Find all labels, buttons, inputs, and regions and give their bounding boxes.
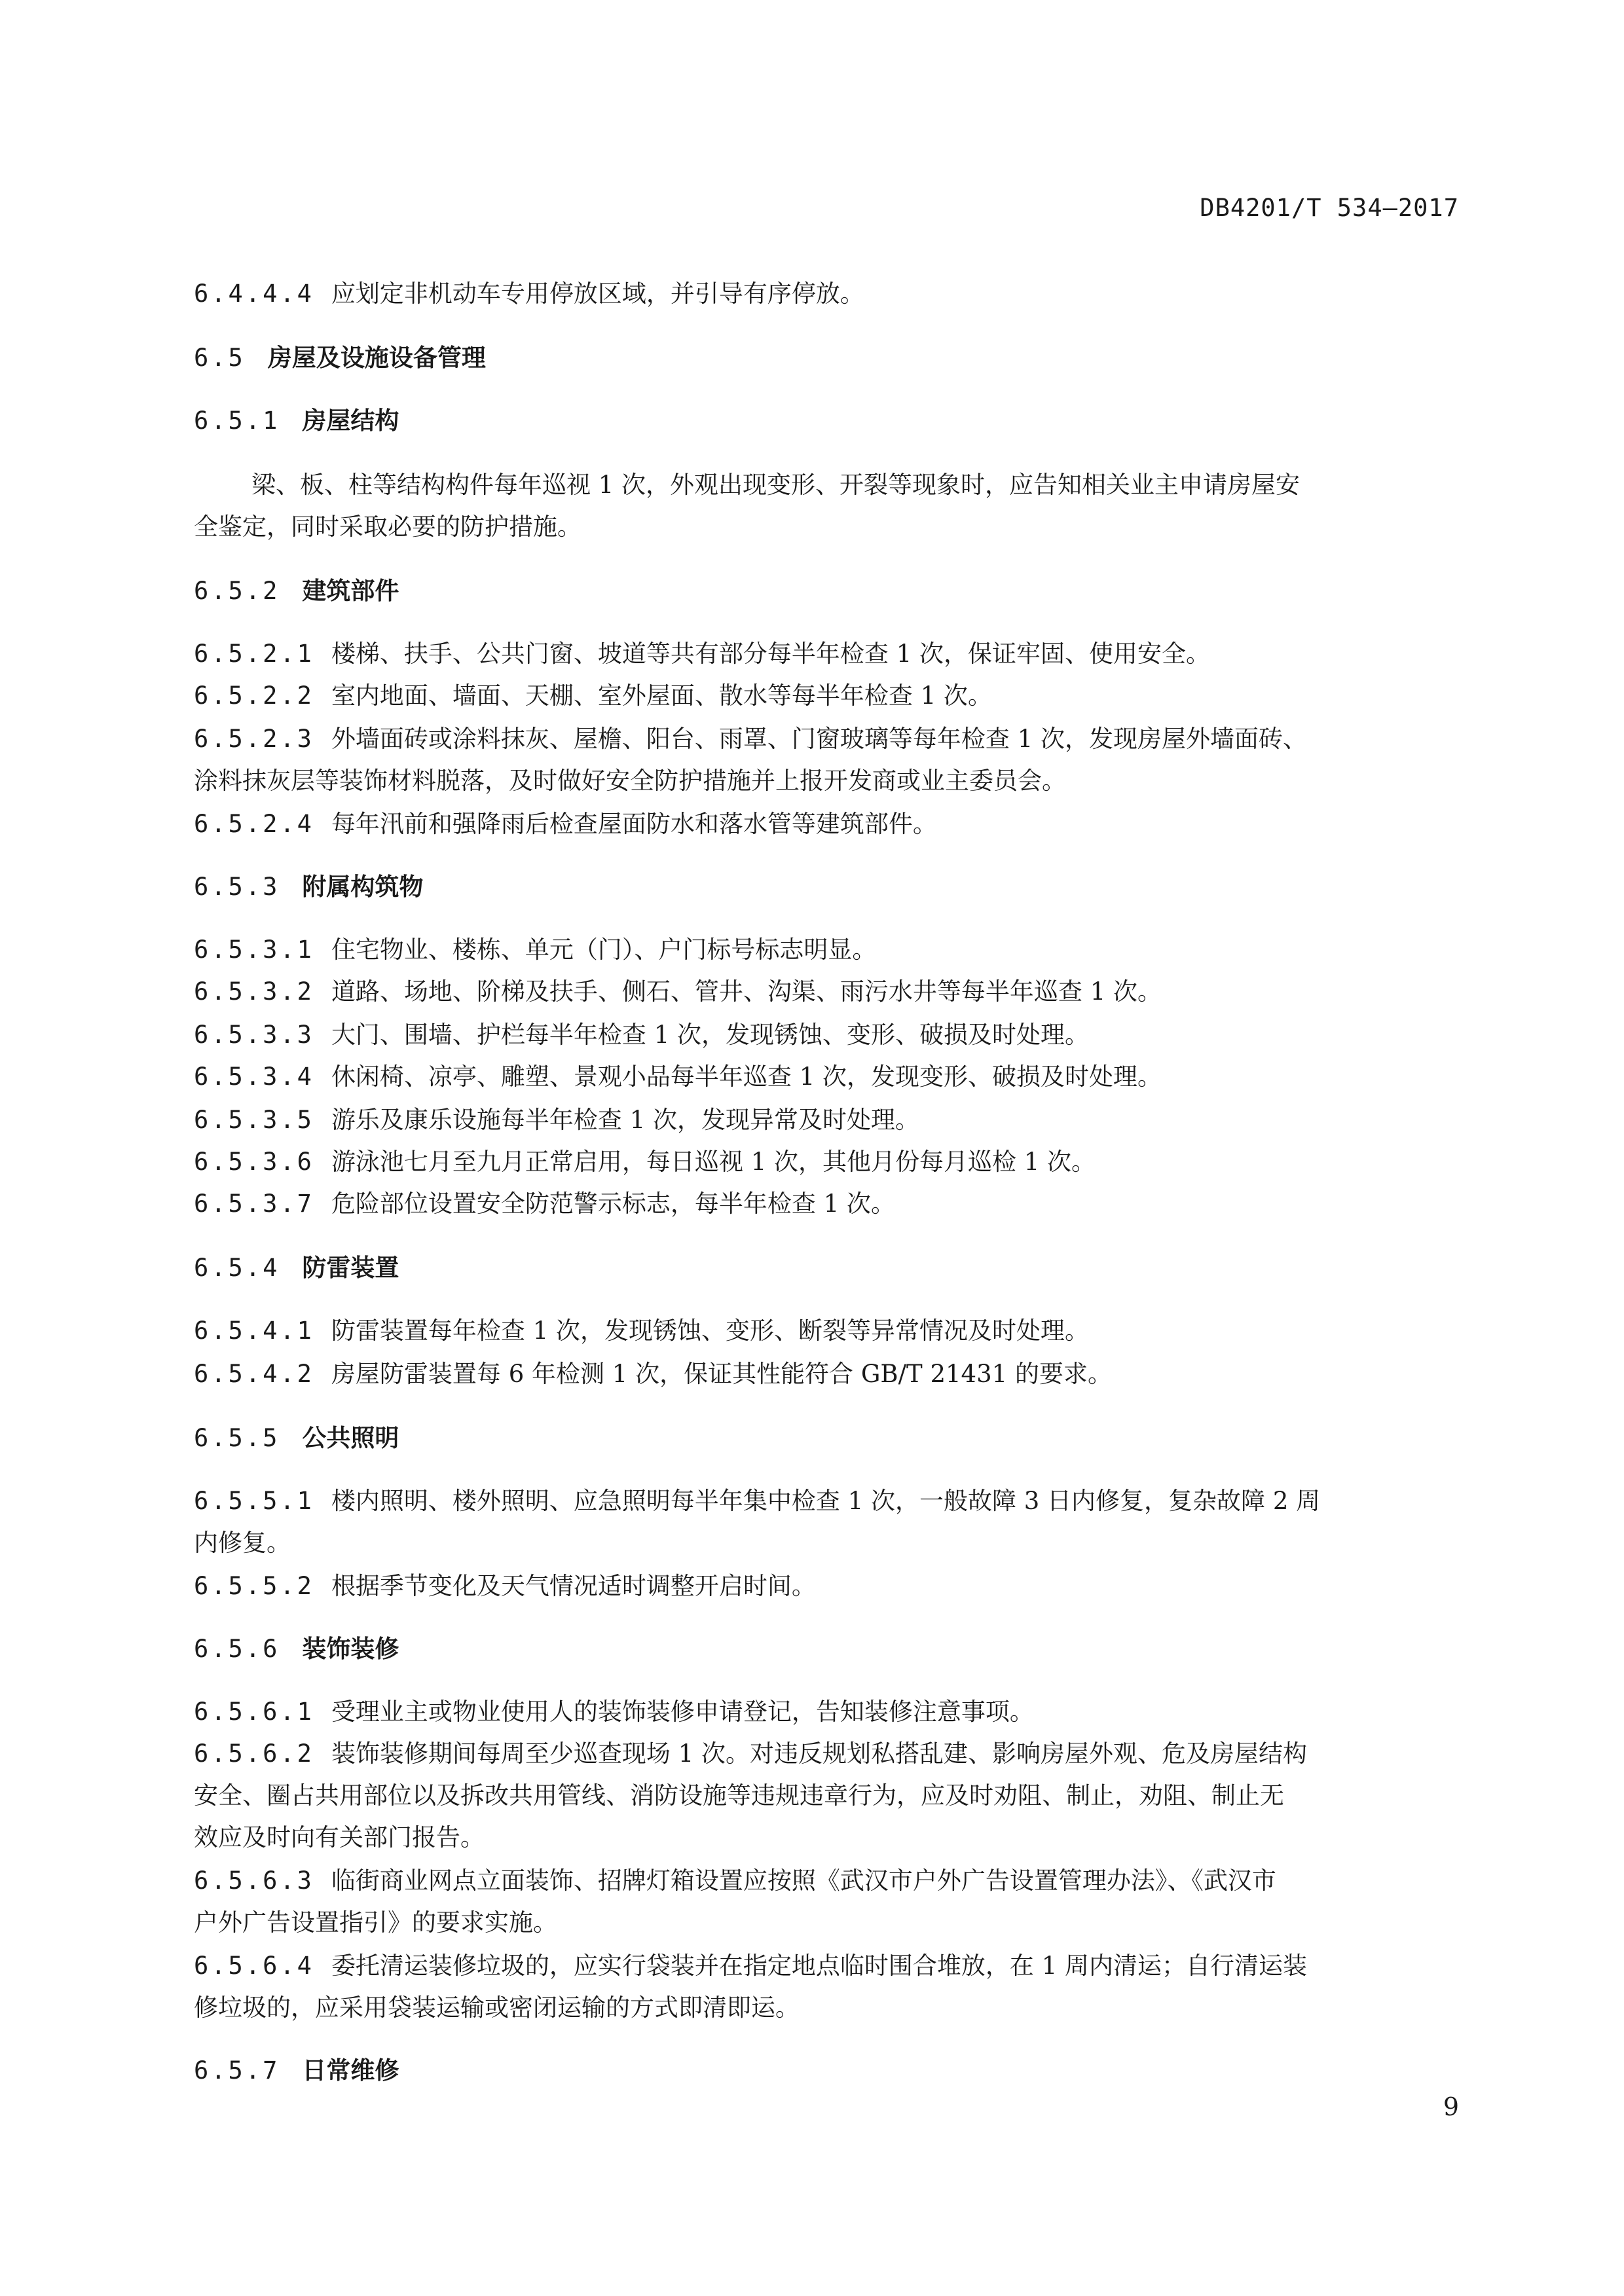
clause-number: 6.5 <box>194 344 246 372</box>
clause-number: 6.5.2.4 <box>194 810 314 838</box>
clause-text: 外墙面砖或涂料抹灰、屋檐、阳台、雨罩、门窗玻璃等每年检查 1 次，发现房屋外墙面砖、 <box>331 725 1307 753</box>
clause-number: 6.5.5 <box>194 1424 280 1452</box>
clause-number: 6.5.6.3 <box>194 1867 314 1895</box>
clause-number: 6.5.7 <box>194 2056 280 2085</box>
clause-item <box>194 1481 1320 1516</box>
heading-text: 防雷装置 <box>302 1254 399 1282</box>
paragraph-line: 梁、板、柱等结构构件每年巡视 1 次，外观出现变形、开裂等现象时，应告知相关业主申请房屋安 <box>251 471 1301 499</box>
clause-number: 6.5.3.1 <box>194 936 314 964</box>
clause-text: 受理业主或物业使用人的装饰装修申请登记，告知装修注意事项。 <box>331 1698 1034 1726</box>
clause-item <box>194 274 864 309</box>
clause-number: 6.5.3.6 <box>194 1148 314 1176</box>
clause-item <box>194 1354 1112 1389</box>
clause-text: 装饰装修期间每周至少巡查现场 1 次。对违反规划私搭乱建、影响房屋外观、危及房屋结构 <box>331 1740 1307 1768</box>
clause-item <box>194 1100 919 1135</box>
continuation-line: 修垃圾的，应采用袋装运输或密闭运输的方式即清即运。 <box>194 1994 800 2022</box>
clause-text: 楼内照明、楼外照明、应急照明每半年集中检查 1 次，一般故障 3 日内修复，复杂故障 2 周 <box>331 1487 1321 1515</box>
clause-number: 6.5.3.2 <box>194 977 314 1006</box>
clause-number: 6.5.6 <box>194 1635 280 1663</box>
heading-text: 房屋结构 <box>302 407 399 435</box>
clause-item <box>194 930 876 965</box>
section-heading <box>194 2050 399 2086</box>
clause-number: 6.5.3 <box>194 873 280 901</box>
clause-text: 休闲椅、凉亭、雕塑、景观小品每半年巡查 1 次，发现变形、破损及时处理。 <box>331 1063 1162 1091</box>
clause-item <box>194 1015 1089 1050</box>
clause-number: 6.5.5.1 <box>194 1487 314 1515</box>
clause-item <box>194 1861 1276 1896</box>
clause-number: 6.5.3.3 <box>194 1021 314 1049</box>
clause-item <box>194 1734 1307 1769</box>
section-heading <box>194 1248 399 1283</box>
page-number: 9 <box>1443 2092 1459 2121</box>
clause-item <box>194 804 937 839</box>
clause-item <box>194 1566 816 1601</box>
section-heading <box>194 1418 399 1453</box>
clause-text: 每年汛前和强降雨后检查屋面防水和落水管等建筑部件。 <box>331 810 937 838</box>
clause-item <box>194 1057 1162 1092</box>
clause-text: 住宅物业、楼栋、单元（门）、户门标号标志明显。 <box>331 936 877 964</box>
clause-text: 楼梯、扶手、公共门窗、坡道等共有部分每半年检查 1 次，保证牢固、使用安全。 <box>331 640 1210 668</box>
clause-item <box>194 1692 1034 1727</box>
continuation-line: 效应及时向有关部门报告。 <box>194 1823 485 1851</box>
clause-text: 委托清运装修垃圾的，应实行袋装并在指定地点临时围合堆放，在 1 周内清运；自行清运装 <box>331 1952 1307 1980</box>
clause-number: 6.5.3.4 <box>194 1063 314 1091</box>
clause-text: 游乐及康乐设施每半年检查 1 次，发现异常及时处理。 <box>331 1106 919 1134</box>
heading-text: 房屋及设施设备管理 <box>267 344 486 372</box>
clause-number: 6.4.4.4 <box>194 280 314 308</box>
heading-text: 建筑部件 <box>302 577 399 605</box>
clause-text: 临街商业网点立面装饰、招牌灯箱设置应按照《武汉市户外广告设置管理办法》、《武汉市 <box>331 1867 1276 1895</box>
clause-text: 游泳池七月至九月正常启用，每日巡视 1 次，其他月份每月巡检 1 次。 <box>331 1148 1096 1176</box>
continuation-line: 全鉴定，同时采取必要的防护措施。 <box>194 513 581 541</box>
document-code: DB4201/T 534—2017 <box>1200 194 1459 222</box>
section-heading <box>194 401 399 436</box>
clause-item <box>194 1946 1307 1981</box>
clause-number: 6.5.4.1 <box>194 1317 314 1345</box>
continuation-line: 涂料抹灰层等装饰材料脱落，及时做好安全防护措施并上报开发商或业主委员会。 <box>194 767 1066 795</box>
section-heading <box>194 338 486 373</box>
clause-item <box>194 1311 1089 1346</box>
clause-item <box>194 1142 1096 1177</box>
continuation-line: 内修复。 <box>194 1529 291 1557</box>
clause-item <box>194 719 1307 754</box>
clause-item <box>194 972 1162 1007</box>
continuation-line: 户外广告设置指引》的要求实施。 <box>194 1908 557 1937</box>
section-heading <box>194 1629 399 1664</box>
clause-number: 6.5.4 <box>194 1254 280 1282</box>
clause-text: 道路、场地、阶梯及扶手、侧石、管井、沟渠、雨污水井等每半年巡查 1 次。 <box>331 977 1162 1006</box>
clause-number: 6.5.1 <box>194 407 280 435</box>
heading-text: 附属构筑物 <box>302 873 424 901</box>
clause-number: 6.5.2 <box>194 577 280 605</box>
section-heading <box>194 867 423 902</box>
clause-text: 防雷装置每年检查 1 次，发现锈蚀、变形、断裂等异常情况及时处理。 <box>331 1317 1089 1345</box>
heading-text: 公共照明 <box>302 1424 399 1452</box>
clause-number: 6.5.2.2 <box>194 682 314 710</box>
clause-number: 6.5.6.1 <box>194 1698 314 1726</box>
heading-text: 装饰装修 <box>302 1635 399 1663</box>
clause-number: 6.5.2.3 <box>194 725 314 753</box>
clause-text: 危险部位设置安全防范警示标志，每半年检查 1 次。 <box>331 1190 895 1218</box>
clause-text: 房屋防雷装置每 6 年检测 1 次，保证其性能符合 GB/T 21431 的要求。 <box>331 1360 1112 1388</box>
section-heading <box>194 571 399 606</box>
heading-text: 日常维修 <box>302 2056 399 2085</box>
clause-item <box>194 676 992 711</box>
clause-text: 室内地面、墙面、天棚、室外屋面、散水等每半年检查 1 次。 <box>331 682 992 710</box>
clause-number: 6.5.6.4 <box>194 1952 314 1980</box>
clause-number: 6.5.3.7 <box>194 1190 314 1218</box>
clause-item <box>194 634 1210 669</box>
clause-text: 应划定非机动车专用停放区域，并引导有序停放。 <box>331 280 864 308</box>
clause-item <box>194 1184 895 1219</box>
clause-number: 6.5.6.2 <box>194 1740 314 1768</box>
clause-number: 6.5.2.1 <box>194 640 314 668</box>
clause-text: 根据季节变化及天气情况适时调整开启时间。 <box>331 1572 816 1600</box>
continuation-line: 安全、圈占共用部位以及拆改共用管线、消防设施等违规违章行为，应及时劝阻、制止，劝阻、制止无 <box>194 1781 1284 1810</box>
clause-number: 6.5.3.5 <box>194 1106 314 1134</box>
clause-number: 6.5.5.2 <box>194 1572 314 1600</box>
clause-text: 大门、围墙、护栏每半年检查 1 次，发现锈蚀、变形、破损及时处理。 <box>331 1021 1089 1049</box>
clause-number: 6.5.4.2 <box>194 1360 314 1388</box>
